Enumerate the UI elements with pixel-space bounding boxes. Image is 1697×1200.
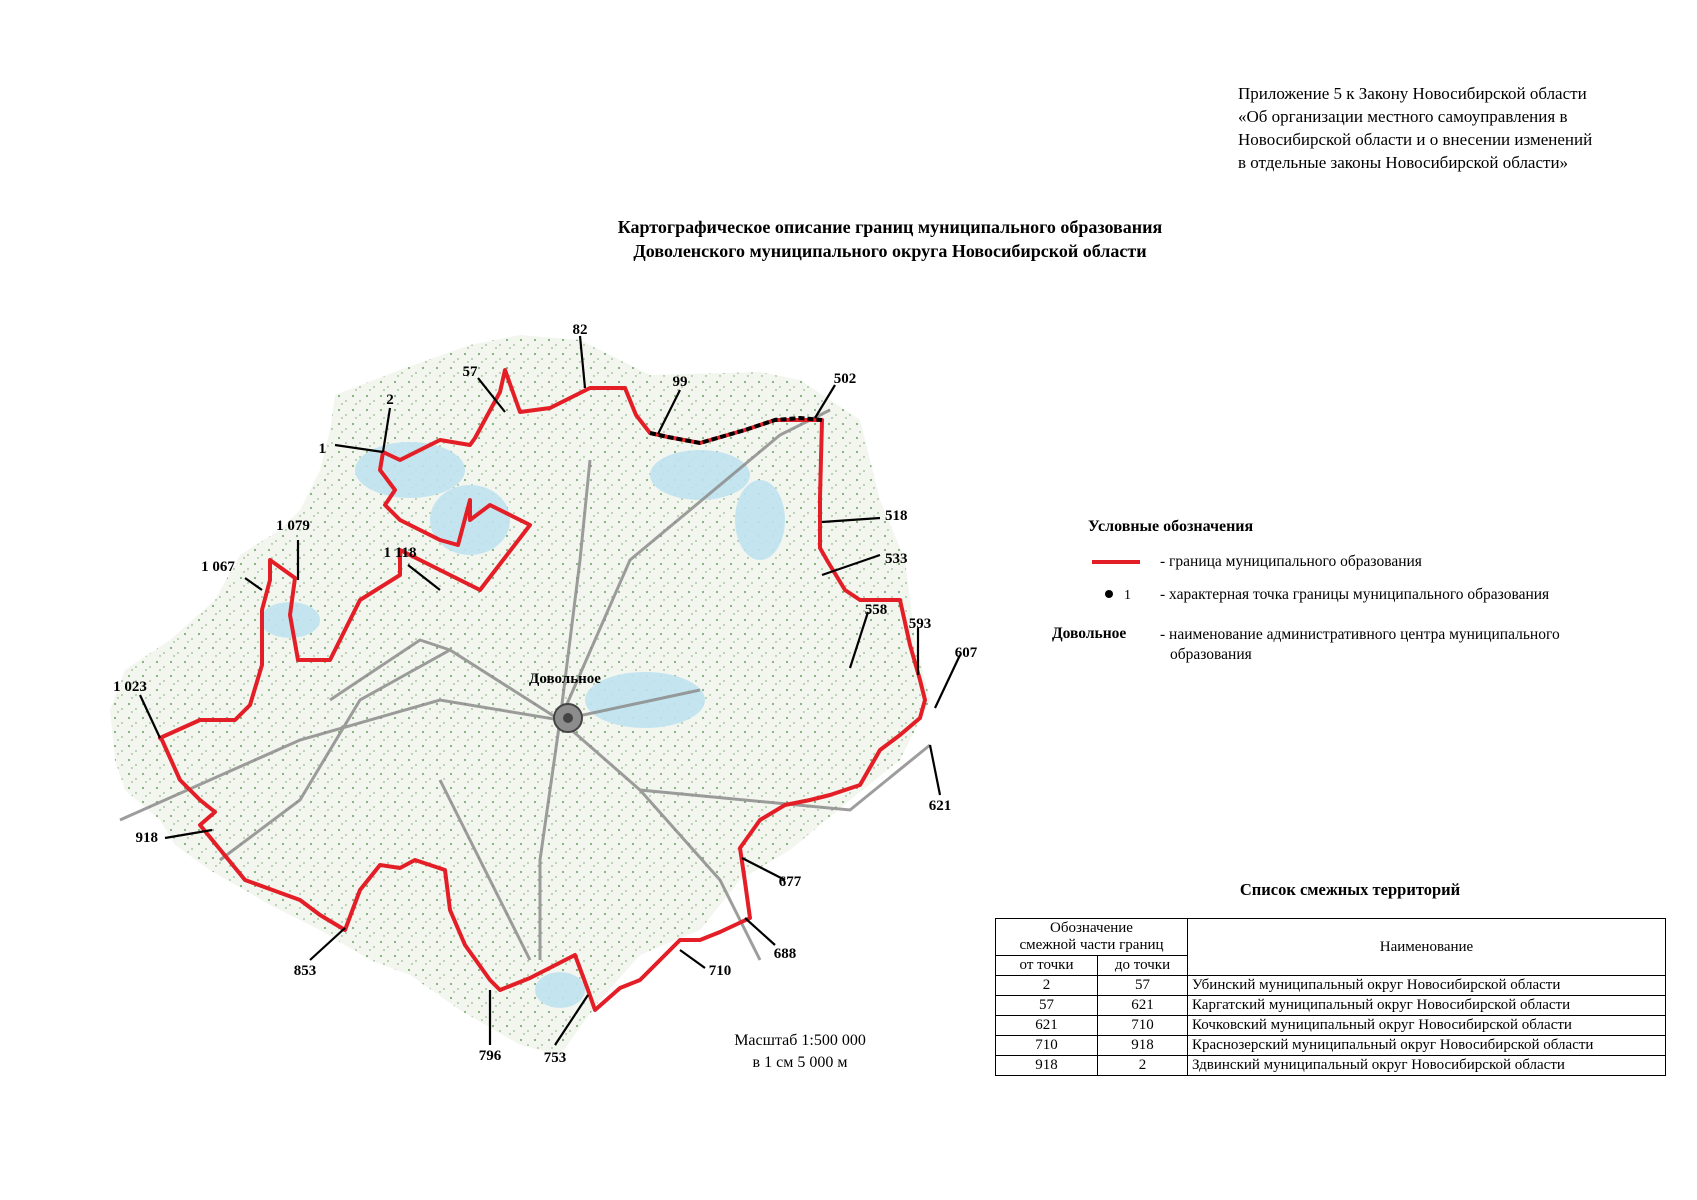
header-designation-line-2: смежной части границ: [1019, 937, 1164, 953]
cell-from: 57: [996, 996, 1098, 1016]
cell-to: 710: [1098, 1016, 1188, 1036]
appendix-header: [1238, 82, 1664, 174]
header-name: Наименование: [1188, 919, 1666, 976]
point-label: 688: [773, 946, 797, 962]
point-label: 607: [954, 645, 978, 661]
district-map: [0, 300, 1000, 1100]
appendix-line: Новосибирской области и о внесении изменений: [1238, 130, 1593, 149]
point-label: 57: [462, 364, 478, 380]
cell-to: 621: [1098, 996, 1188, 1016]
appendix-line: «Об организации местного самоуправления в: [1238, 107, 1568, 126]
legend-boundary-sample: [1092, 560, 1140, 564]
cell-name: Краснозерский муниципальный округ Новосибирской области: [1188, 1036, 1666, 1056]
header-from: от точки: [996, 956, 1098, 976]
point-label: 1 067: [201, 559, 235, 575]
point-label: 558: [864, 602, 888, 618]
table-row: [996, 996, 1666, 1016]
legend-center-text-1: - наименование административного центра муниципального: [1160, 626, 1560, 643]
point-label: 677: [778, 874, 802, 890]
page-title: [450, 215, 1330, 263]
cell-from: 621: [996, 1016, 1098, 1036]
settlement-dovolnoe: [554, 704, 582, 732]
appendix-line: Приложение 5 к Закону Новосибирской области: [1238, 84, 1587, 103]
table-row: [996, 1016, 1666, 1036]
cell-from: 2: [996, 976, 1098, 996]
header-designation: [996, 919, 1188, 956]
center-name-label: Довольное: [529, 671, 601, 687]
table-header-row: [996, 919, 1666, 956]
adjacent-territories-table: [995, 918, 1666, 1076]
legend-point-icon: [1105, 590, 1113, 598]
point-label: 753: [543, 1050, 567, 1066]
appendix-line: в отдельные законы Новосибирской области»: [1238, 153, 1569, 172]
scale-line-1: Масштаб 1:500 000: [734, 1032, 866, 1049]
point-label: 1 118: [383, 545, 417, 561]
point-label: 1 079: [276, 518, 310, 534]
point-label: 918: [135, 830, 158, 846]
point-label: 533: [885, 551, 908, 567]
point-label: 518: [885, 508, 908, 524]
scale-line-2: в 1 см 5 000 м: [752, 1054, 848, 1071]
cell-from: 918: [996, 1056, 1098, 1076]
point-label: 796: [478, 1048, 502, 1064]
point-label: 99: [672, 374, 688, 390]
point-label: 593: [908, 616, 932, 632]
title-line-1: Картографическое описание границ муниципального образования: [617, 217, 1163, 237]
legend-center-text-2: образования: [1170, 646, 1252, 663]
adjacent-list-title: Список смежных территорий: [1239, 880, 1461, 899]
legend-point-text: - характерная точка границы муниципального образования: [1160, 586, 1550, 603]
header-designation-line-1: Обозначение: [1050, 920, 1133, 936]
header-to: до точки: [1098, 956, 1188, 976]
table-row: [996, 1056, 1666, 1076]
point-label: 82: [572, 322, 588, 338]
point-label: 1: [318, 441, 326, 457]
legend-center-sample: Довольное: [1052, 625, 1127, 642]
cell-from: 710: [996, 1036, 1098, 1056]
cell-name: Кочковский муниципальный округ Новосибирской области: [1188, 1016, 1666, 1036]
cell-name: Убинский муниципальный округ Новосибирской области: [1188, 976, 1666, 996]
cell-name: Здвинский муниципальный округ Новосибирской области: [1188, 1056, 1666, 1076]
cell-to: 57: [1098, 976, 1188, 996]
map-scale: [720, 1030, 880, 1074]
table-row: [996, 1036, 1666, 1056]
point-label: 621: [928, 798, 952, 814]
legend-point-sample: 1: [1124, 588, 1131, 603]
point-label: 502: [833, 371, 857, 387]
cell-name: Каргатский муниципальный округ Новосибирской области: [1188, 996, 1666, 1016]
point-label: 2: [386, 392, 394, 408]
point-label: 1 023: [113, 679, 147, 695]
point-label: 853: [293, 963, 317, 979]
cell-to: 2: [1098, 1056, 1188, 1076]
title-line-2: Доволенского муниципального округа Новосибирской области: [633, 241, 1147, 261]
point-label: 710: [708, 963, 732, 979]
legend-title: Условные обозначения: [1088, 518, 1254, 535]
legend-boundary-text: - граница муниципального образования: [1160, 553, 1422, 570]
table-row: [996, 976, 1666, 996]
cell-to: 918: [1098, 1036, 1188, 1056]
